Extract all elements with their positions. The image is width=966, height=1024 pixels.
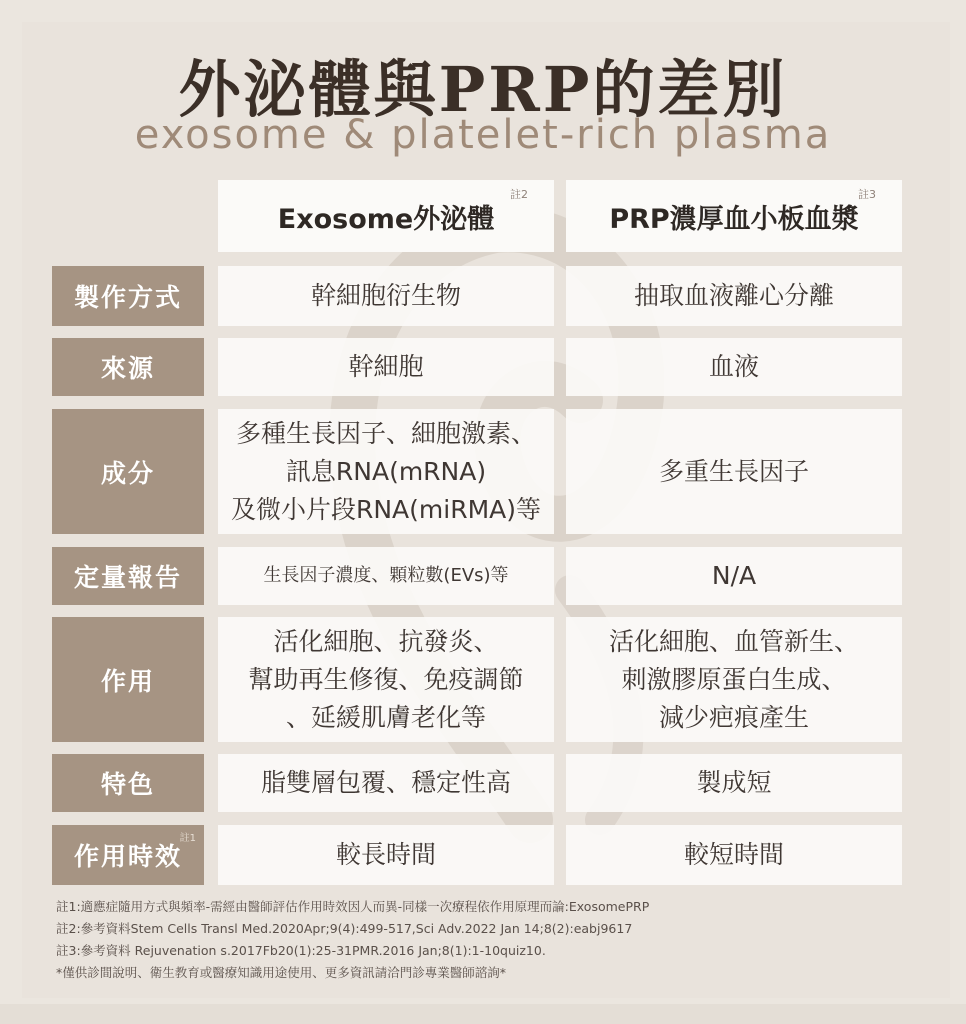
footnote-1: 註1:適應症隨用方式與頻率-需經由醫師評估作用時效因人而異-同樣一次療程依作用原理而論:ExosomePRP	[56, 899, 650, 914]
row-label-feature	[52, 754, 204, 812]
footnote-3: 註3:參考資料 Rejuvenation s.2017Fb20(1):25-31PMR.2016 Jan;8(1):1-10quiz10.	[56, 943, 546, 958]
cell-line: 活化細胞、抗發炎、	[273, 626, 499, 656]
cell-prp-duration	[566, 825, 902, 885]
cell-line: 幹細胞	[348, 352, 424, 381]
cell-exosome-duration	[218, 825, 554, 885]
disclaimer: *僅供診間說明、衛生教育或醫療知識用途使用、更多資訊請洽門診專業醫師諮詢*	[56, 965, 507, 980]
cell-line: N/A	[711, 561, 757, 590]
row-label-text: 特色	[100, 770, 155, 799]
cell-exosome-production	[218, 266, 554, 326]
cell-prp-source	[566, 338, 902, 396]
row-label-composition	[52, 409, 204, 534]
cell-exosome-effect	[218, 617, 554, 742]
row-label-text: 成分	[100, 458, 155, 488]
row-label-text: 作用時效	[73, 842, 182, 871]
row-label-text: 製作方式	[73, 283, 182, 312]
cell-line: 訊息RNA(mRNA)	[285, 456, 487, 486]
row-label-text: 來源	[100, 354, 155, 383]
column-header-label: Exosome外泌體	[277, 203, 495, 235]
cell-line: 製成短	[696, 768, 772, 797]
row-label-text: 定量報告	[73, 563, 182, 592]
row-label-text: 作用	[100, 666, 155, 696]
cell-prp-feature	[566, 754, 902, 812]
cell-line: 幹細胞衍生物	[310, 281, 461, 310]
row-label-effect	[52, 617, 204, 742]
cell-line: 較長時間	[335, 840, 436, 869]
footnotes	[56, 896, 926, 984]
cell-line: 多重生長因子	[658, 456, 809, 486]
cell-line: 減少疤痕產生	[658, 702, 809, 732]
cell-line: 較短時間	[683, 840, 784, 869]
cell-line: 、延緩肌膚老化等	[285, 702, 486, 732]
row-label-duration	[52, 825, 204, 885]
page-subtitle: exosome & platelet-rich plasma	[134, 112, 832, 158]
column-header-exosome	[218, 180, 554, 252]
footnote-2: 註2:參考資料Stem Cells Transl Med.2020Apr;9(4):499-517,Sci Adv.2022 Jan 14;8(2):eabj9617	[56, 921, 633, 936]
cell-prp-quant-report	[566, 547, 902, 605]
cell-line: 刺激膠原蛋白生成、	[621, 664, 847, 694]
column-header-label: PRP濃厚血小板血漿	[609, 203, 859, 235]
cell-exosome-quant-report	[218, 547, 554, 605]
cell-line: 血液	[708, 352, 759, 381]
cell-line: 脂雙層包覆、穩定性高	[260, 768, 511, 797]
cell-prp-production	[566, 266, 902, 326]
page-title: 外泌體與PRP的差別	[178, 53, 788, 126]
cell-line: 幫助再生修復、免疫調節	[248, 664, 524, 694]
column-note: 註2	[510, 188, 528, 201]
row-label-production	[52, 266, 204, 326]
cell-line: 抽取血液離心分離	[633, 281, 834, 310]
cell-line: 生長因子濃度、顆粒數(EVs)等	[263, 565, 509, 586]
cell-exosome-source	[218, 338, 554, 396]
bottom-strip	[0, 1004, 966, 1024]
column-header-prp	[566, 180, 902, 252]
cell-exosome-feature	[218, 754, 554, 812]
cell-line: 及微小片段RNA(miRMA)等	[230, 494, 542, 524]
cell-line: 活化細胞、血管新生、	[608, 626, 859, 656]
cell-line: 多種生長因子、細胞激素、	[235, 418, 536, 448]
row-label-note: 註1	[179, 833, 196, 844]
column-note: 註3	[858, 188, 876, 201]
row-label-source	[52, 338, 204, 396]
cell-exosome-composition	[218, 409, 554, 534]
cell-prp-effect	[566, 617, 902, 742]
cell-prp-composition	[566, 409, 902, 534]
row-label-quant-report	[52, 547, 204, 605]
